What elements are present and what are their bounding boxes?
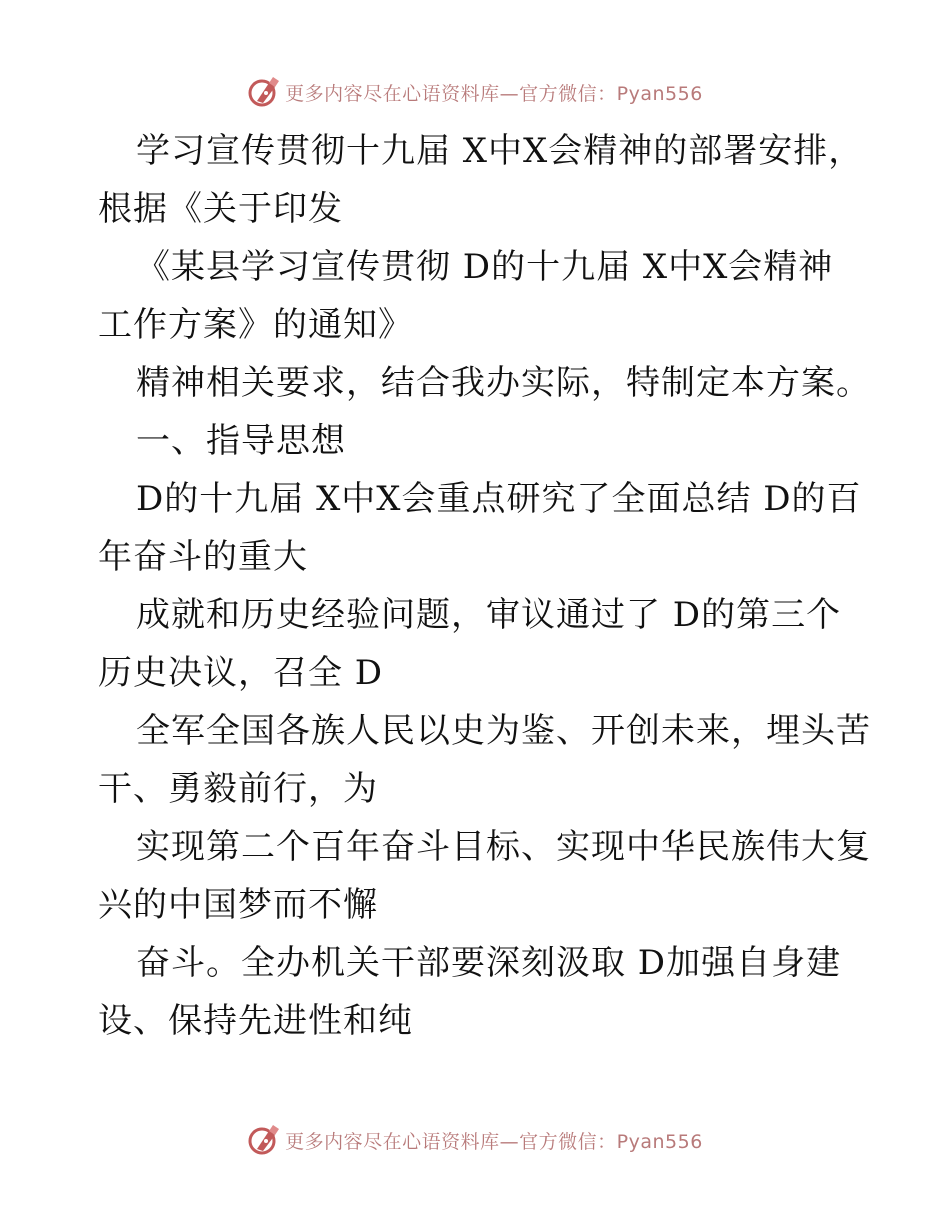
header-banner-text: 更多内容尽在心语资料库—官方微信：Pyan556: [285, 82, 703, 105]
body-line: 实现第二个百年奋斗目标、实现中华民族伟大复: [136, 827, 871, 867]
body-line: 学习宣传贯彻十九届 X中X会精神的部署安排，: [136, 131, 864, 171]
document-body: [98, 122, 871, 1050]
footer-banner-text: 更多内容尽在心语资料库—官方微信：Pyan556: [285, 1130, 703, 1153]
body-line: 成就和历史经验问题，审议通过了 D的第三个: [136, 595, 842, 635]
pen-nib-logo-icon: [247, 1123, 281, 1157]
body-line: 兴的中国梦而不懈: [98, 885, 378, 925]
body-line: 精神相关要求，结合我办实际，特制定本方案。: [136, 363, 871, 403]
section-heading: 一、指导思想: [136, 421, 346, 461]
body-line: 《某县学习宣传贯彻 D的十九届 X中X会精神: [136, 247, 834, 287]
body-line: 工作方案》的通知》: [98, 305, 413, 345]
body-line: 根据《关于印发: [98, 189, 343, 229]
body-line: 历史决议，召全 D: [98, 653, 384, 693]
body-line: 全军全国各族人民以史为鉴、开创未来，埋头苦: [136, 711, 871, 751]
body-line: 设、保持先进性和纯: [98, 1001, 413, 1041]
header-banner: [0, 72, 950, 112]
body-line: 奋斗。全办机关干部要深刻汲取 D加强自身建: [136, 943, 842, 983]
body-line: D的十九届 X中X会重点研究了全面总结 D的百: [136, 479, 862, 519]
body-line: 干、勇毅前行，为: [98, 769, 378, 809]
body-line: 年奋斗的重大: [98, 537, 308, 577]
footer-banner: [0, 1120, 950, 1160]
pen-nib-logo-icon: [247, 75, 281, 109]
